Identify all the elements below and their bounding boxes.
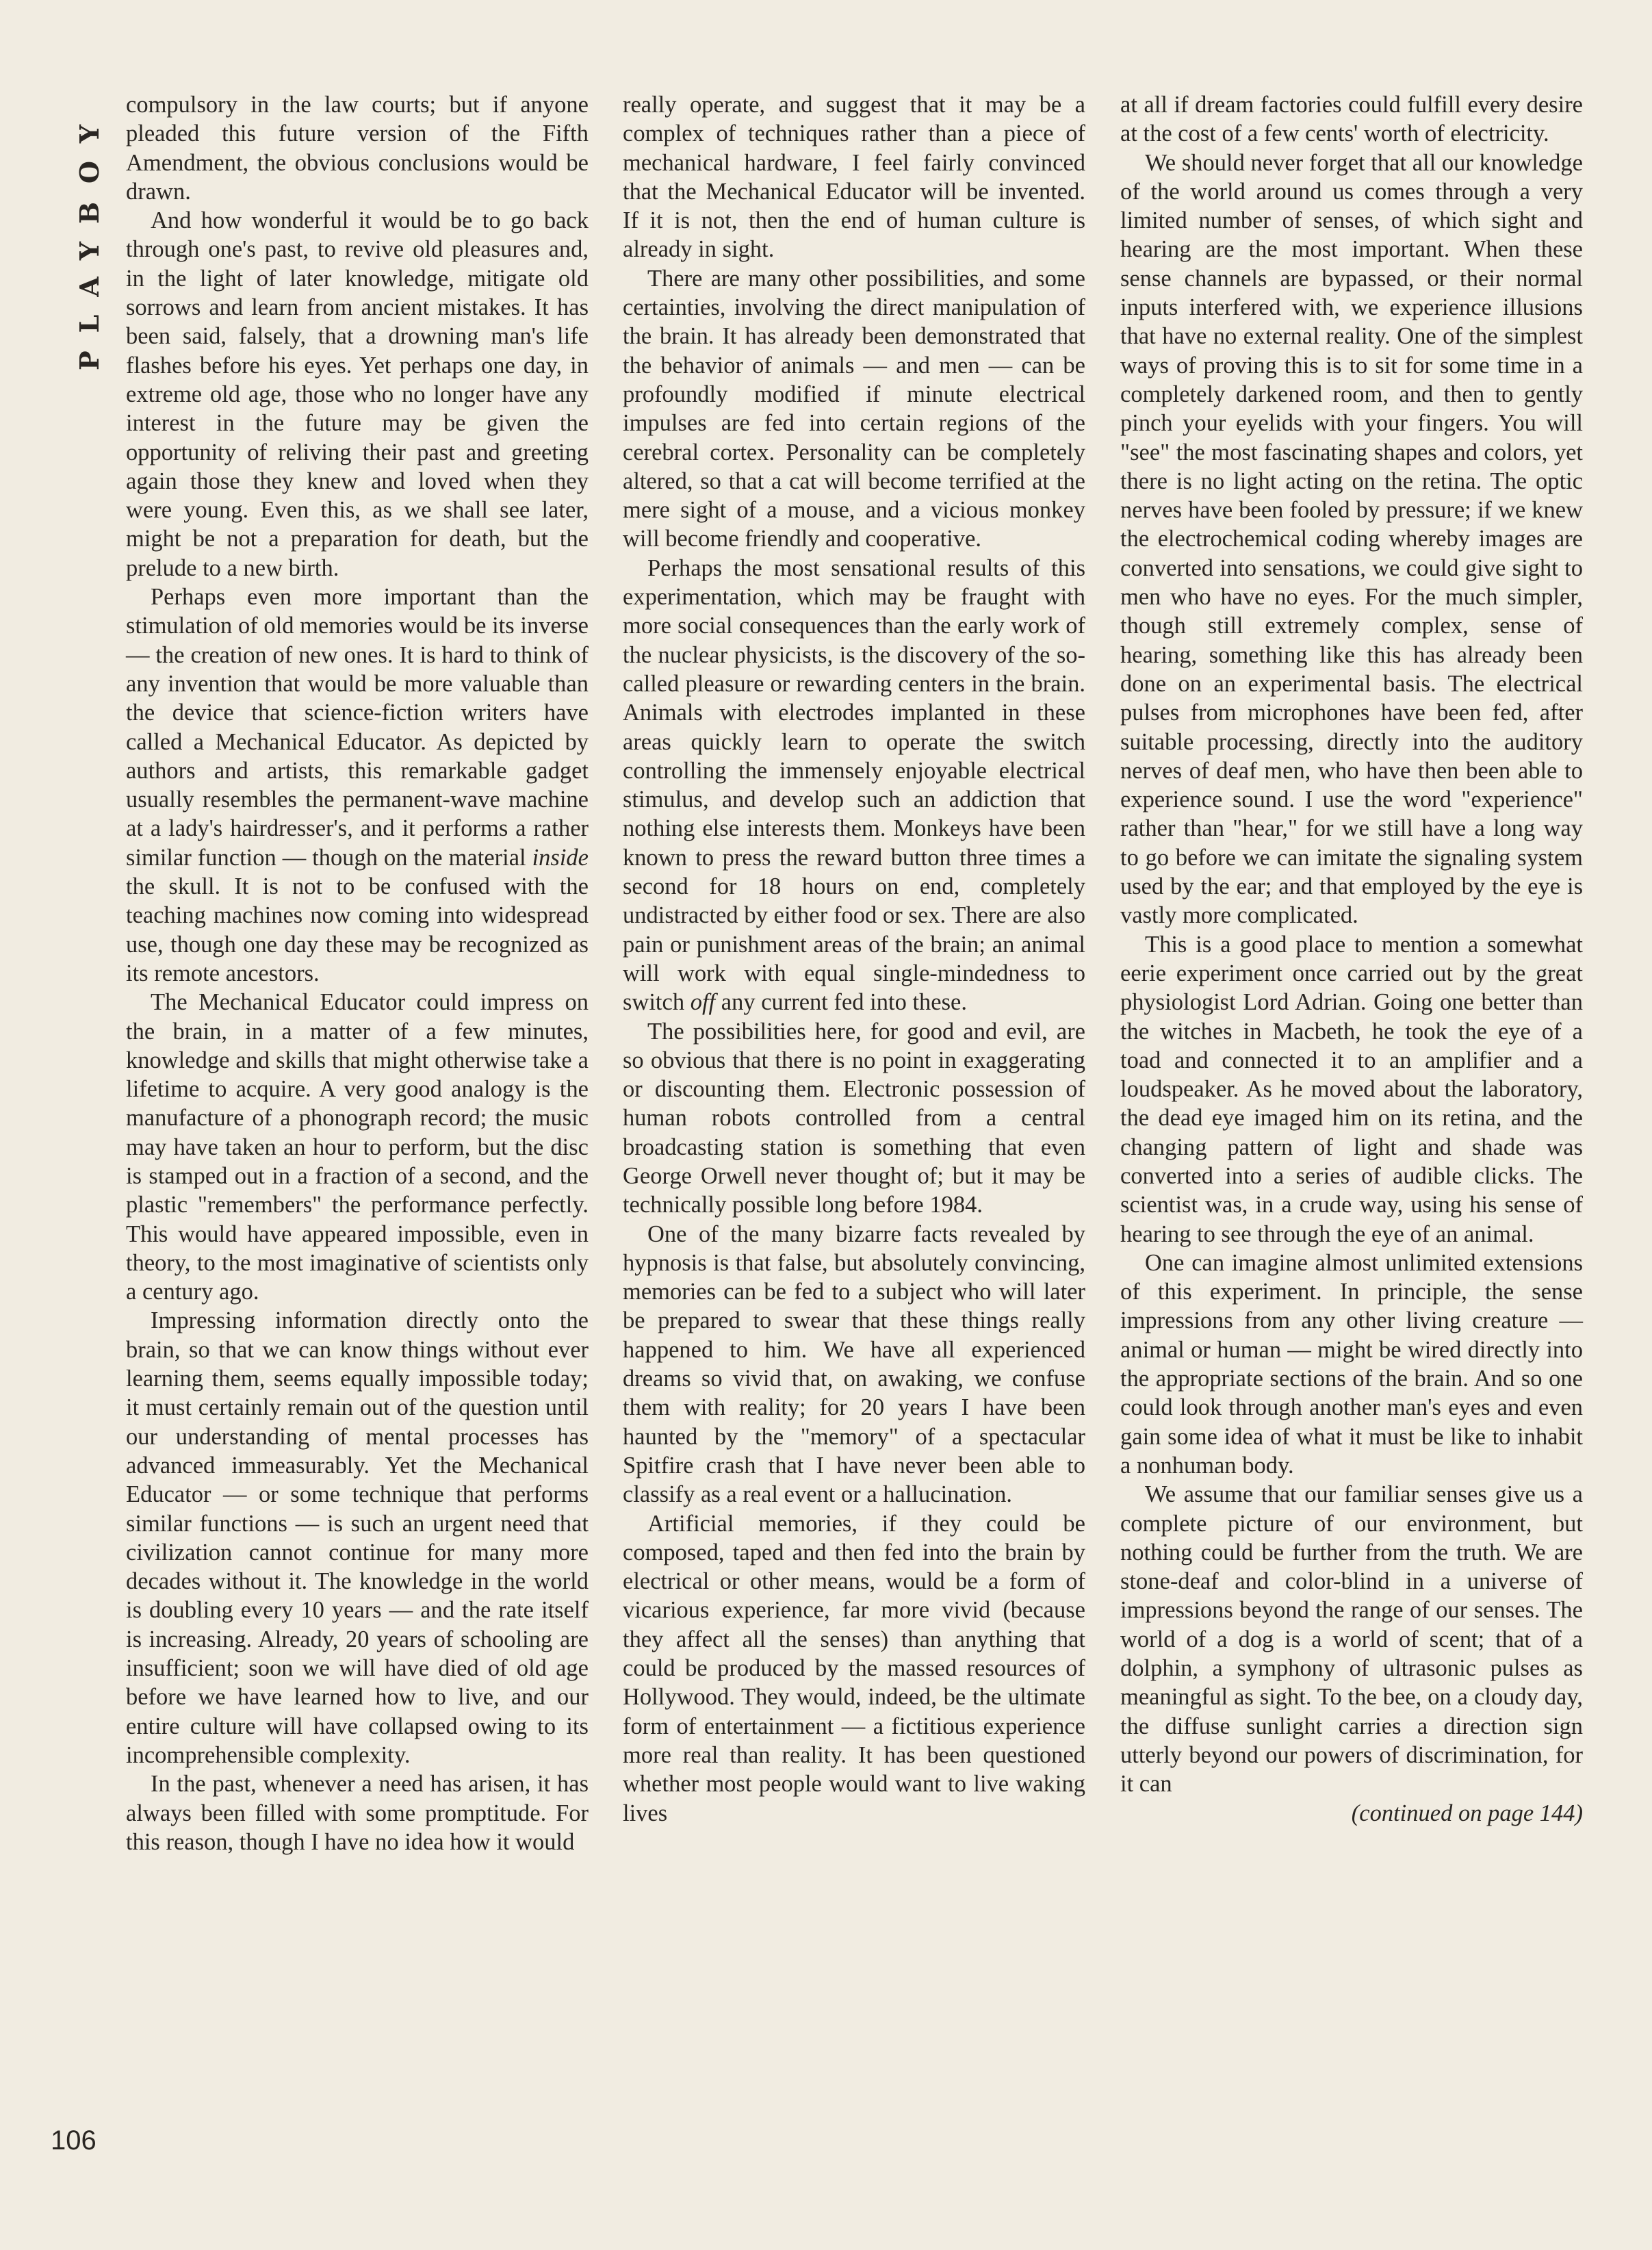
paragraph: Perhaps the most sensational results of this experimentation, which may be fraught with more social consequences than the early work of the nuclear physicists, is the discovery of the so-called pleasure or rewarding centers in the brain. Animals with electrodes implanted in these areas quickly learn to operate the switch controlling the immensely enjoyable electrical stimulus, and develop such an addiction that nothing else interests them. Monkeys have been known to press the reward button three times a second for 18 hours on end, completely undistracted by either food or sex. There are also pain or punishment areas of the brain; an animal will work with equal single-mindedness to switch off any current fed into these. bbox=[623, 554, 1085, 1016]
paragraph: compulsory in the law courts; but if anyone pleaded this future version of the Fifth Amendment, the obvious conclusions would be drawn. bbox=[126, 92, 589, 205]
paragraph: And how wonderful it would be to go back through one's past, to revive old pleasures and, in the light of later knowledge, mitigate old sorrows and learn from ancient mistakes. It has been said, falsely, that a drowning man's life flashes before his eyes. Yet perhaps one day, in extreme old age, those who no longer have any interest in the future may be given the opportunity of reliving their past and greeting again those they knew and loved when they were young. Even this, as we shall see later, might be not a preparation for death, but the prelude to a new birth. bbox=[126, 207, 589, 581]
paragraph: Impressing information directly onto the brain, so that we can know things without ever learning them, seems equally impossible today; it must certainly remain out of the question until our understanding of mental processes has advanced immeasurably. Yet the Mechanical Educator — or some technique that performs similar functions — is such an urgent need that civilization cannot continue for many more decades without it. The knowledge in the world is doubling every 10 years — and the rate itself is increasing. Already, 20 years of schooling are insufficient; soon we will have died of old age before we have learned how to live, and our entire culture will have collapsed owing to its incomprehensible complexity. bbox=[126, 1307, 589, 1768]
text-column-2 bbox=[623, 90, 1085, 1828]
paragraph: The possibilities here, for good and evil, are so obvious that there is no point in exaggerating or discounting them. Electronic possession of human robots controlled from a central broadcasting station is something that even George Orwell never thought of; but it may be technically possible long before 1984. bbox=[623, 1018, 1085, 1218]
paragraph: really operate, and suggest that it may be a complex of techniques rather than a piece of mechanical hardware, I feel fairly convinced that the Mechanical Educator will be invented. If it is not, then the end of human culture is already in sight. bbox=[623, 92, 1085, 263]
text-column-1 bbox=[126, 90, 589, 1856]
magazine-name: PLAYBOY bbox=[74, 106, 105, 370]
paragraph: We assume that our familiar senses give us a complete picture of our environment, but nothing could be further from the truth. We are stone-deaf and color-blind in a universe of impressions beyond the range of our senses. The world of a dog is a world of scent; that of a dolphin, a symphony of ultrasonic pulses as meaningful as sight. To the bee, on a cloudy day, the diffuse sunlight carries a direction sign utterly beyond our powers of discrimination, for it can bbox=[1120, 1481, 1583, 1798]
paragraph: Perhaps even more important than the stimulation of old memories would be its inverse — the creation of new ones. It is hard to think of any invention that would be more valuable than the device that science-fiction writers have called a Mechanical Educator. As depicted by authors and artists, this remarkable gadget usually resembles the permanent-wave machine at a lady's hairdresser's, and it performs a rather similar function — though on the material inside the skull. It is not to be confused with the teaching machines now coming into widespread use, though one day these may be recognized as its remote ancestors. bbox=[126, 584, 589, 986]
page-number: 106 bbox=[51, 2125, 96, 2156]
paragraph: The Mechanical Educator could impress on the brain, in a matter of a few minutes, knowledge and skills that might otherwise take a lifetime to acquire. A very good analogy is the manufacture of a phonograph record; the music may have taken an hour to perform, but the disc is stamped out in a fraction of a second, and the plastic "remembers" the performance perfectly. This would have appeared impossible, even in theory, to the most imaginative of scientists only a century ago. bbox=[126, 989, 589, 1305]
paragraph: We should never forget that all our knowledge of the world around us comes through a very limited number of senses, of which sight and hearing are the most important. When these sense channels are bypassed, or their normal inputs interfered with, we experience illusions that have no external reality. One of the simplest ways of proving this is to sit for some time in a completely darkened room, and then to gently pinch your eyelids with your fingers. You will "see" the most fascinating shapes and colors, yet there is no light acting on the retina. The optic nerves have been fooled by pressure; if we knew the electrochemical coding whereby images are converted into sensations, we could give sight to men who have no eyes. For the much simpler, though still extremely complex, sense of hearing, something like this has already been done on an experimental basis. The electrical pulses from microphones have been fed, after suitable processing, directly into the auditory nerves of deaf men, who have then been able to experience sound. I use the word "experience" rather than "hear," for we still have a long way to go before we can imitate the signaling system used by the ear; and that employed by the eye is vastly more complicated. bbox=[1120, 149, 1583, 929]
paragraph: There are many other possibilities, and some certainties, involving the direct manipulation of the brain. It has already been demonstrated that the behavior of animals — and men — can be profoundly modified if minute electrical impulses are fed into certain regions of the cerebral cortex. Personality can be completely altered, so that a cat will become terrified at the mere sight of a mouse, and a vicious monkey will become friendly and cooperative. bbox=[623, 265, 1085, 552]
paragraph: One can imagine almost unlimited extensions of this experiment. In principle, the sense impressions from any other living creature — animal or human — might be wired directly into the appropriate sections of the brain. And so one could look through another man's eyes and even gain some idea of what it must be like to inhabit a nonhuman body. bbox=[1120, 1249, 1583, 1479]
continued-note: (continued on page 144) bbox=[1351, 1800, 1583, 1826]
paragraph: One of the many bizarre facts revealed by hypnosis is that false, but absolutely convincing, memories can be fed to a subject who will later be prepared to swear that these things really happened to him. We have all experienced dreams so vivid that, on awaking, we confuse them with reality; for 20 years I have been haunted by the "memory" of a spectacular Spitfire crash that I have never been able to classify as a real event or a hallucination. bbox=[623, 1220, 1085, 1508]
text-column-3 bbox=[1120, 90, 1583, 1828]
paragraph: at all if dream factories could fulfill every desire at the cost of a few cents' worth of electricity. bbox=[1120, 92, 1583, 147]
paragraph: This is a good place to mention a somewhat eerie experiment once carried out by the great physiologist Lord Adrian. Going one better than the witches in Macbeth, he took the eye of a toad and connected it to an amplifier and a loudspeaker. As he moved about the laboratory, the dead eye imaged him on its retina, and the changing pattern of light and shade was converted into a series of audible clicks. The scientist was, in a crude way, using his sense of hearing to see through the eye of an animal. bbox=[1120, 931, 1583, 1247]
paragraph: Artificial memories, if they could be composed, taped and then fed into the brain by electrical or other means, would be a form of vicarious experience, far more vivid (because they affect all the senses) than anything that could be produced by the massed resources of Hollywood. They would, indeed, be the ultimate form of entertainment — a fictitious experience more real than reality. It has been questioned whether most people would want to live waking lives bbox=[623, 1510, 1085, 1826]
paragraph: In the past, whenever a need has arisen, it has always been filled with some promptitude. For this reason, though I have no idea how it would bbox=[126, 1771, 589, 1855]
